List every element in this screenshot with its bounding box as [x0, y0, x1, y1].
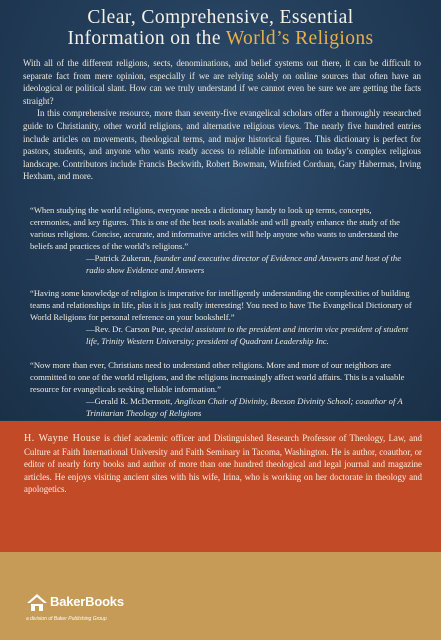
endorsement-attribution: [30, 324, 414, 348]
author-name: H. Wayne House: [24, 433, 101, 444]
author-bio-panel: [0, 421, 441, 552]
endorsement-3: [30, 360, 414, 420]
endorsement-text: “Having some knowledge of religion is imperative for intelligently understanding the complexities of building teams and relationships in life, plus it is just really interesting! You need to have The Evangelical Dictionary of World Religions for personal reference on your bookshelf.”: [30, 288, 412, 323]
endorsement-1: [30, 205, 414, 276]
description-paragraph-1: With all of the different religions, sects, denominations, and belief systems out there, it can be difficult to separate fact from mere opinion, especially if we are relying solely on online sources that often have an ideological or political slant. How can we truly understand if we cannot even be sure we are getting the facts straight?: [23, 58, 421, 106]
headline-line-2-start: Information on the: [67, 28, 226, 49]
endorser-name: —Gerald R. McDermott,: [86, 395, 173, 406]
description: [23, 57, 421, 183]
endorsement-2: [30, 288, 414, 348]
endorser-role: Anglican Chair of Divinity, Beeson Divinity School; coauthor of A Trinitarian Theology of Religions: [86, 395, 403, 418]
publisher-logo: [26, 592, 166, 632]
house-icon: [26, 592, 48, 612]
endorser-role: special assistant to the president and interim vice president of student life, Trinity Western University; president of Quadrant Leadership Inc.: [86, 324, 409, 347]
headline-highlight: World’s Religions: [225, 28, 374, 49]
author-bio-text: is chief academic officer and Distinguished Research Professor of Theology, Law, and Culture at Faith International University and Faith Seminary in Tacoma, Washington. He is author, coauthor, or editor of nearly forty books and author of more than one hundred theological and legal journal and magazine articles. He enjoys visiting ancient sites with his wife, Irina, who is working on her doctorate in theology and apologetics.: [24, 433, 422, 495]
endorsement-attribution: [30, 253, 414, 277]
headline-line-1: Clear, Comprehensive, Essential: [87, 7, 354, 28]
publisher-panel: [0, 552, 441, 640]
cover-headline: [0, 7, 441, 49]
endorser-role: founder and executive director of Evidence and Answers and host of the radio show Evidence and Answers: [86, 252, 402, 275]
headline-line-2: [0, 28, 441, 49]
endorser-name: —Patrick Zukeran,: [86, 252, 152, 263]
endorsement-text: “When studying the world religions, everyone needs a dictionary handy to look up terms, concepts, ceremonies, and key figures. This is one of the best tools available and will greatly enhance the study of the various religions. Concise, accurate, and informative articles will help anyone who wants to understand the beliefs and practices of the world’s religions.”: [30, 205, 400, 251]
endorsements: [30, 205, 414, 432]
publisher-name: BakerBooks: [50, 594, 124, 609]
description-paragraph-2: In this comprehensive resource, more than seventy-five evangelical scholars offer a thoroughly researched guide to Christianity, other world religions, and alternative religious views. The nearly five hundred entries include articles on movements, theological terms, and major historical figures. This dictionary is perfect for pastors, students, and anyone who wants ready access to reliable information on today’s complex religious landscape. Contributors include Francis Beckwith, Robert Bowman, Winfried Corduan, Gary Habermas, Irving Hexham, and more.: [23, 108, 421, 182]
publisher-division: a division of Baker Publishing Group: [26, 616, 107, 622]
endorsement-attribution: [30, 396, 414, 420]
endorsement-text: “Now more than ever, Christians need to understand other religions. More and more of our neighbors are committed to one of the world religions, and the religions increasingly affect world affairs. This is a valuable resource for evangelicals seeking reliable information.”: [30, 359, 405, 394]
author-bio: [24, 432, 422, 496]
endorser-name: —Rev. Dr. Carson Pue,: [86, 324, 167, 335]
